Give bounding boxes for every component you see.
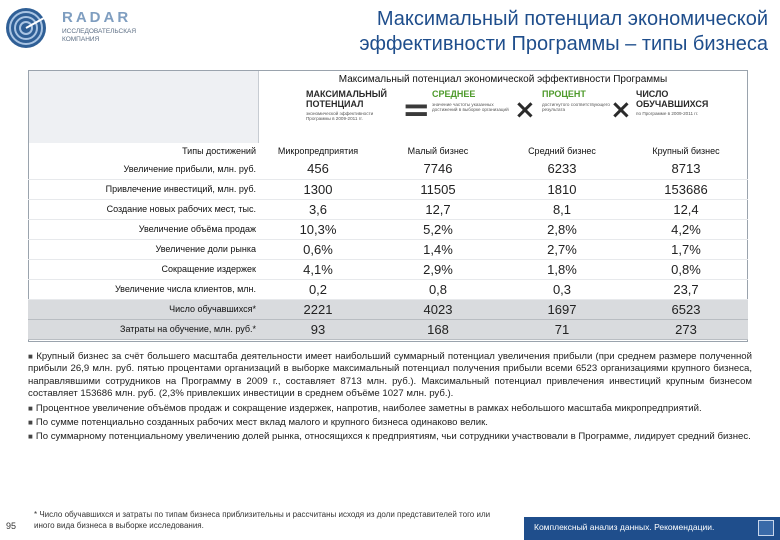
table-cell: 0,8: [376, 279, 500, 299]
header-achievement-types: Типы достижений: [182, 146, 256, 156]
table-cell: 3,6: [260, 199, 376, 219]
row-label: Увеличение числа клиентов, млн.: [28, 279, 260, 299]
table-cell: 71: [500, 319, 624, 339]
table-cell: 1697: [500, 299, 624, 319]
formula-term-max-potential: [306, 90, 396, 136]
footer-square-icon: [758, 520, 774, 536]
slide-title: Максимальный потенциал экономической эффективности Программы – типы бизнеса: [359, 8, 768, 55]
table-cell: 0,8%: [624, 259, 748, 279]
table-cell: 6523: [624, 299, 748, 319]
formula-term1-head: МАКСИМАЛЬНЫЙ ПОТЕНЦИАЛ: [306, 89, 388, 109]
table-cell: 273: [624, 319, 748, 339]
radar-logo-icon: [4, 6, 48, 50]
table-cell: 2221: [260, 299, 376, 319]
formula-term3-head: ПРОЦЕНТ: [542, 89, 586, 99]
table-cell: 5,2%: [376, 219, 500, 239]
table-cell: 1300: [260, 179, 376, 199]
row-label: Затраты на обучение, млн. руб.*: [28, 319, 260, 339]
table-cell: 10,3%: [260, 219, 376, 239]
company-logo: [4, 6, 137, 50]
multiply-sign-2: ×: [610, 95, 632, 125]
multiply-sign-1: ×: [514, 95, 536, 125]
table-cell: 4,1%: [260, 259, 376, 279]
footnote: * Число обучавшихся и затраты по типам бизнеса приблизительны и рассчитаны исходя из доли представителей того или иного вида бизнеса в выборке исследования.: [34, 510, 491, 530]
panel-title: Максимальный потенциал экономической эффективности Программы: [338, 74, 668, 85]
table-cell: 0,2: [260, 279, 376, 299]
table-row: [28, 239, 748, 259]
table-cell: 0,3: [500, 279, 624, 299]
table-cell: 2,7%: [500, 239, 624, 259]
table-row-training-costs: [28, 319, 748, 339]
page-number: 95: [6, 521, 17, 531]
bullet-square-icon: ■: [28, 418, 33, 428]
formula-term-percent: [542, 90, 610, 136]
bullet-item: [28, 431, 752, 443]
panel-corner: [29, 71, 259, 143]
table-cell: 1,7%: [624, 239, 748, 259]
bullet-item: [28, 417, 752, 429]
table-cell: 93: [260, 319, 376, 339]
column-header: Малый бизнес: [407, 146, 469, 156]
column-header: Крупный бизнес: [652, 146, 720, 156]
table-row: [28, 259, 748, 279]
formula-term4-head: ЧИСЛО ОБУЧАВШИХСЯ: [636, 89, 709, 109]
bullet-text: По суммарному потенциальному увеличению долей рынка, относящихся к предприятиям, чьи сотрудники участвовали в Программе, лидирует средний бизнес.: [35, 431, 751, 443]
formula-term3-desc: достигнутого соответствующего результата: [542, 101, 610, 112]
bullet-square-icon: ■: [28, 403, 33, 413]
table-row: [28, 219, 748, 239]
row-label: Число обучавшихся*: [28, 299, 260, 319]
logo-subtitle: ИССЛЕДОВАТЕЛЬСКАЯ КОМПАНИЯ: [62, 28, 137, 43]
table-row: [28, 279, 748, 299]
table-cell: 2,9%: [376, 259, 500, 279]
bullet-square-icon: ■: [28, 352, 34, 361]
table-cell: 456: [260, 159, 376, 179]
formula-strip: [306, 88, 722, 138]
row-label: Сокращение издержек: [28, 259, 260, 279]
footer-bar: [524, 517, 780, 540]
formula-term-average: [432, 90, 512, 136]
table-cell: 168: [376, 319, 500, 339]
table-cell: 1810: [500, 179, 624, 199]
table-cell: 7746: [376, 159, 500, 179]
row-label: Увеличение доли рынка: [28, 239, 260, 259]
bullet-text: По сумме потенциально созданных рабочих мест вклад малого и крупного бизнеса одинаково велик.: [35, 417, 488, 429]
row-label: Увеличение объёма продаж: [28, 219, 260, 239]
column-header: Средний бизнес: [528, 146, 596, 156]
findings-text: [28, 351, 752, 446]
bullet-text: Крупный бизнес за счёт большего масштаба деятельности имеет наибольший суммарный потенциал увеличения прибыли (при среднем размере полученной прибыли 26,9 млн. руб. пятью процентами организаций в выборке максимальный потенциал получения прибыли всеми 6523 организациями крупного бизнеса, направлявшими сотрудников на Программу в 2009 г., составляет 8713 млн. руб.). Максимальный потенциал привлечения инвестиций крупным бизнесом составляет 153686 млн. руб. (2,3% привлекших инвестиции в среднем объёме 1027 млн. руб.).: [28, 351, 752, 400]
table-cell: 11505: [376, 179, 500, 199]
table-cell: 6233: [500, 159, 624, 179]
table-cell: 4023: [376, 299, 500, 319]
table-cell: 4,2%: [624, 219, 748, 239]
table-row: [28, 159, 748, 179]
bullet-text: Процентное увеличение объёмов продаж и сокращение издержек, напротив, наиболее заметны в рамках небольшого масштаба микропредприятий.: [35, 402, 702, 414]
equals-sign: =: [402, 90, 431, 130]
table-cell: 12,4: [624, 199, 748, 219]
row-label: Создание новых рабочих мест, тыс.: [28, 199, 260, 219]
column-header: Микропредприятия: [277, 146, 359, 156]
table-cell: 8,1: [500, 199, 624, 219]
bullet-square-icon: ■: [28, 432, 33, 442]
table-cell: 8713: [624, 159, 748, 179]
formula-term1-desc: экономической эффективности Программы в 2009-2011 гг.: [306, 111, 374, 122]
row-label: Увеличение прибыли, млн. руб.: [28, 159, 260, 179]
table-row: [28, 199, 748, 219]
table-cell: 2,8%: [500, 219, 624, 239]
formula-term4-desc: по Программе в 2009-2011 гг.: [636, 111, 699, 116]
logo-name: RADAR: [62, 9, 132, 26]
table-row: [28, 179, 748, 199]
table-header-row: [28, 143, 748, 159]
table-row-trainees: [28, 299, 748, 319]
table-cell: 12,7: [376, 199, 500, 219]
formula-term2-head: СРЕДНЕЕ: [432, 89, 476, 99]
table-cell: 1,4%: [376, 239, 500, 259]
formula-term-trainees: [636, 90, 722, 136]
row-label: Привлечение инвестиций, млн. руб.: [28, 179, 260, 199]
table-cell: 153686: [624, 179, 748, 199]
table-cell: 1,8%: [500, 259, 624, 279]
bullet-item: [28, 403, 752, 415]
table-cell: 0,6%: [260, 239, 376, 259]
business-types-table: [28, 143, 748, 340]
bullet-item: [28, 351, 752, 401]
formula-term2-desc: значение частоты указанных достижений в выборке организаций: [432, 101, 509, 112]
table-cell: 23,7: [624, 279, 748, 299]
footer-section-label: Комплексный анализ данных. Рекомендации.: [534, 522, 715, 532]
